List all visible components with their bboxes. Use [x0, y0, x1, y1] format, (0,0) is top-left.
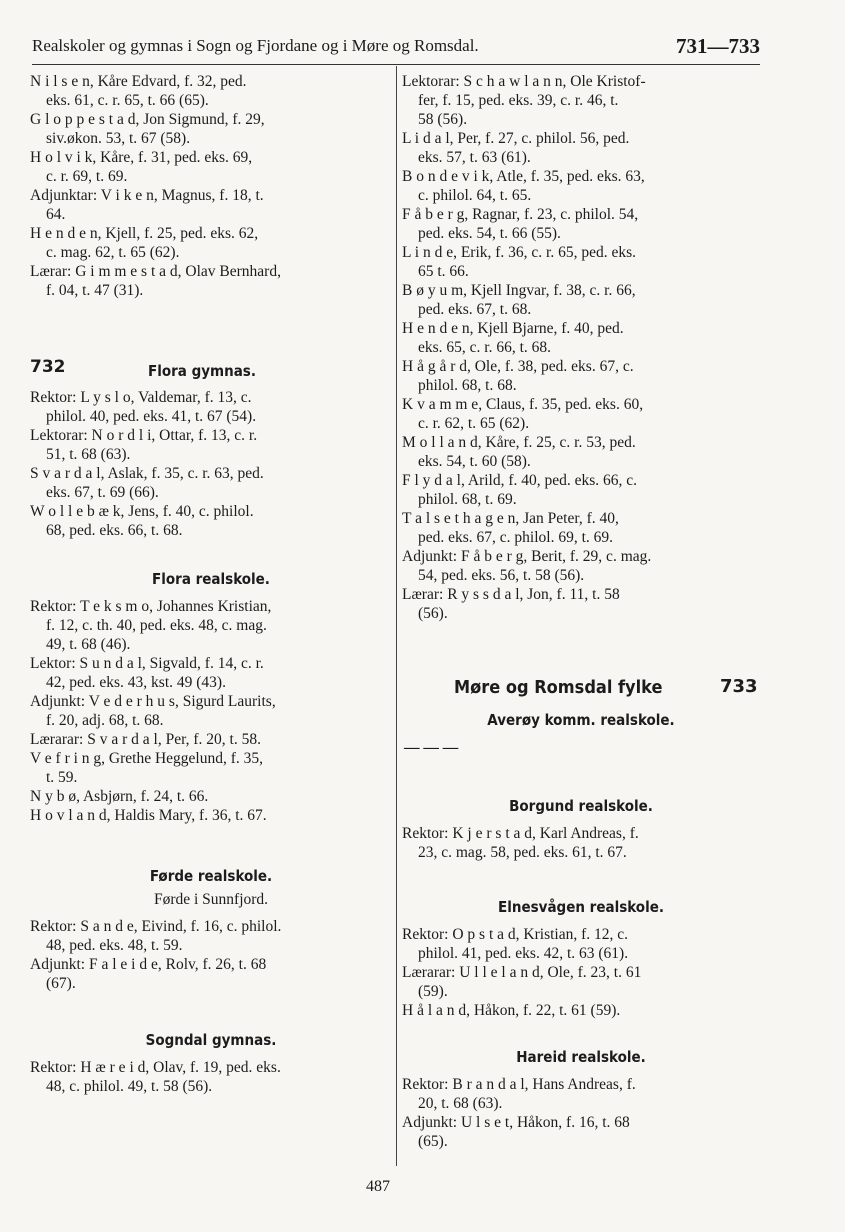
- staff-entry: [402, 395, 760, 433]
- staff-entry: [30, 110, 392, 148]
- staff-entry: [402, 471, 760, 509]
- region-heading: [402, 677, 760, 701]
- staff-entry: [402, 72, 760, 129]
- entry-line: 64.: [46, 206, 66, 223]
- entry-line: Lærarar: S v a r d a l, Per, f. 20, t. 58.: [30, 731, 261, 748]
- region-title: Møre og Romsdal fylke: [454, 677, 663, 698]
- entry-line: philol. 41, ped. eks. 42, t. 63 (61).: [418, 945, 629, 962]
- continuation-list: [402, 72, 760, 129]
- entry-line: ped. eks. 54, t. 66 (55).: [418, 225, 561, 242]
- entry-line: f. 04, t. 47 (31).: [46, 282, 144, 299]
- entry-line: N i l s e n, Kåre Edvard, f. 32, ped.: [30, 73, 247, 90]
- entry-line: (65).: [418, 1133, 448, 1150]
- entry-line: H e n d e n, Kjell, f. 25, ped. eks. 62,: [30, 225, 259, 242]
- entry-line: Rektor: K j e r s t a d, Karl Andreas, f.: [402, 825, 639, 842]
- entry-line: t. 59.: [46, 769, 78, 786]
- entry-line: M o l l a n d, Kåre, f. 25, c. r. 53, ped.: [402, 434, 636, 451]
- staff-entry: [30, 186, 392, 224]
- school-title: Flora realskole.: [152, 570, 270, 588]
- staff-list: [30, 1058, 392, 1096]
- entry-line: T a l s e t h a g e n, Jan Peter, f. 40,: [402, 510, 619, 527]
- staff-entry: [30, 224, 392, 262]
- entry-line: (67).: [46, 975, 76, 992]
- entry-line: Adjunktar: V i k e n, Magnus, f. 18, t.: [30, 187, 264, 204]
- entry-line: Adjunkt: V e d e r h u s, Sigurd Laurits,: [30, 693, 276, 710]
- staff-entry: [30, 262, 392, 300]
- entry-line: 65 t. 66.: [418, 263, 469, 280]
- page-number: 487: [366, 1178, 390, 1195]
- continuation-list: [30, 72, 392, 300]
- header-range: 731—733: [676, 34, 760, 58]
- entry-line: ped. eks. 67, t. 68.: [418, 301, 532, 318]
- right-column: [402, 72, 760, 1151]
- staff-entry: [30, 917, 392, 955]
- staff-entry: [402, 357, 760, 395]
- entry-line: Rektor: B r a n d a l, Hans Andreas, f.: [402, 1076, 636, 1093]
- entry-line: Lektorar: S c h a w l a n n, Ole Kristof-: [402, 73, 646, 90]
- left-column: [30, 72, 392, 1096]
- section-number: 733: [720, 676, 758, 697]
- staff-entry: [402, 585, 760, 623]
- staff-list: [402, 925, 760, 1020]
- entry-line: Rektor: O p s t a d, Kristian, f. 12, c.: [402, 926, 629, 943]
- staff-entry: [402, 1113, 760, 1151]
- staff-entry: [30, 597, 392, 654]
- entry-line: c. philol. 64, t. 65.: [418, 187, 532, 204]
- entry-line: 49, t. 68 (46).: [46, 636, 131, 653]
- staff-entry: [30, 654, 392, 692]
- staff-entry: [30, 388, 392, 426]
- staff-list: [30, 917, 392, 993]
- entry-line: H å g å r d, Ole, f. 38, ped. eks. 67, c.: [402, 358, 634, 375]
- entry-line: Rektor: T e k s m o, Johannes Kristian,: [30, 598, 272, 615]
- entry-line: (56).: [418, 605, 448, 622]
- entry-line: Adjunkt: F å b e r g, Berit, f. 29, c. mag.: [402, 548, 652, 565]
- entry-line: H e n d e n, Kjell Bjarne, f. 40, ped.: [402, 320, 624, 337]
- entry-line: Rektor: L y s l o, Valdemar, f. 13, c.: [30, 389, 252, 406]
- entry-line: c. r. 69, t. 69.: [46, 168, 128, 185]
- entry-line: 42, ped. eks. 43, kst. 49 (43).: [46, 674, 226, 691]
- staff-entry: [30, 502, 392, 540]
- entry-line: 58 (56).: [418, 111, 468, 128]
- entry-line: F å b e r g, Ragnar, f. 23, c. philol. 54,: [402, 206, 639, 223]
- staff-entry: [402, 824, 760, 862]
- entry-line: 23, c. mag. 58, ped. eks. 61, t. 67.: [418, 844, 627, 861]
- entry-line: (59).: [418, 983, 448, 1000]
- entry-line: N y b ø, Asbjørn, f. 24, t. 66.: [30, 788, 209, 805]
- entry-line: H å l a n d, Håkon, f. 22, t. 61 (59).: [402, 1002, 621, 1019]
- entry-line: 68, ped. eks. 66, t. 68.: [46, 522, 183, 539]
- entry-line: W o l l e b æ k, Jens, f. 40, c. philol.: [30, 503, 254, 520]
- staff-entry: [402, 243, 760, 281]
- entry-line: f. 20, adj. 68, t. 68.: [46, 712, 164, 729]
- school-title: Borgund realskole.: [509, 797, 653, 815]
- entry-line: Lærar: R y s s d a l, Jon, f. 11, t. 58: [402, 586, 620, 603]
- entry-line: Rektor: H æ r e i d, Olav, f. 19, ped. eks.: [30, 1059, 281, 1076]
- school-title: Averøy komm. realskole.: [487, 711, 675, 729]
- entry-line: 48, ped. eks. 48, t. 59.: [46, 937, 183, 954]
- entry-line: f. 12, c. th. 40, ped. eks. 48, c. mag.: [46, 617, 267, 634]
- entry-line: eks. 54, t. 60 (58).: [418, 453, 531, 470]
- entry-line: L i n d e, Erik, f. 36, c. r. 65, ped. eks.: [402, 244, 637, 261]
- entry-line: B o n d e v i k, Atle, f. 35, ped. eks. 63,: [402, 168, 645, 185]
- entry-line: Lektor: S u n d a l, Sigvald, f. 14, c. r.: [30, 655, 264, 672]
- entry-line: F l y d a l, Arild, f. 40, ped. eks. 66, c.: [402, 472, 638, 489]
- staff-entry: [30, 955, 392, 993]
- staff-list: [402, 824, 760, 862]
- staff-entry: [402, 167, 760, 205]
- header-title: Realskoler og gymnas i Sogn og Fjordane og i Møre og Romsdal.: [32, 36, 479, 55]
- staff-entry: [402, 547, 760, 585]
- header-rule: [32, 64, 760, 65]
- staff-entry: [402, 509, 760, 547]
- entry-line: V e f r i n g, Grethe Heggelund, f. 35,: [30, 750, 264, 767]
- school-title: Førde realskole.: [149, 867, 273, 885]
- staff-entry: [30, 692, 392, 730]
- entry-line: H o l v i k, Kåre, f. 31, ped. eks. 69,: [30, 149, 253, 166]
- entry-line: Rektor: S a n d e, Eivind, f. 16, c. philol.: [30, 918, 282, 935]
- staff-entry: [402, 319, 760, 357]
- staff-list: [402, 1075, 760, 1151]
- continuation-list: [402, 129, 760, 623]
- staff-entry: [30, 464, 392, 502]
- section-heading: [30, 358, 392, 380]
- entry-line: 20, t. 68 (63).: [418, 1095, 503, 1112]
- staff-list: [30, 388, 392, 540]
- entry-line: ped. eks. 67, c. philol. 69, t. 69.: [418, 529, 614, 546]
- entry-line: 51, t. 68 (63).: [46, 446, 131, 463]
- entry-line: L i d a l, Per, f. 27, c. philol. 56, ped.: [402, 130, 630, 147]
- staff-entry: [402, 205, 760, 243]
- staff-entry: [30, 730, 392, 749]
- entry-line: Adjunkt: F a l e i d e, Rolv, f. 26, t. 68: [30, 956, 267, 973]
- entry-line: Lærarar: U l l e l a n d, Ole, f. 23, t. 61: [402, 964, 642, 981]
- entry-line: H o v l a n d, Haldis Mary, f. 36, t. 67.: [30, 807, 267, 824]
- school-title: Hareid realskole.: [516, 1048, 646, 1066]
- staff-entry: [30, 72, 392, 110]
- entry-line: eks. 61, c. r. 65, t. 66 (65).: [46, 92, 209, 109]
- staff-list: [30, 597, 392, 825]
- entry-line: philol. 40, ped. eks. 41, t. 67 (54).: [46, 408, 257, 425]
- empty-entry-dashes: — — —: [404, 739, 459, 756]
- entry-line: c. mag. 62, t. 65 (62).: [46, 244, 180, 261]
- entry-line: G l o p p e s t a d, Jon Sigmund, f. 29,: [30, 111, 265, 128]
- staff-entry: [402, 433, 760, 471]
- entry-line: B ø y u m, Kjell Ingvar, f. 38, c. r. 66,: [402, 282, 636, 299]
- staff-entry: [30, 806, 392, 825]
- entry-line: Adjunkt: U l s e t, Håkon, f. 16, t. 68: [402, 1114, 630, 1131]
- entry-line: eks. 67, t. 69 (66).: [46, 484, 159, 501]
- staff-entry: [402, 281, 760, 319]
- staff-entry: [402, 1075, 760, 1113]
- staff-entry: [30, 148, 392, 186]
- staff-entry: [30, 1058, 392, 1096]
- staff-entry: [402, 129, 760, 167]
- entry-line: K v a m m e, Claus, f. 35, ped. eks. 60,: [402, 396, 644, 413]
- entry-line: 48, c. philol. 49, t. 58 (56).: [46, 1078, 213, 1095]
- school-subtitle: Førde i Sunnfjord.: [153, 891, 269, 908]
- entry-line: Lærar: G i m m e s t a d, Olav Bernhard,: [30, 263, 281, 280]
- staff-entry: [402, 1001, 760, 1020]
- staff-entry: [402, 963, 760, 1001]
- school-title: Sogndal gymnas.: [145, 1031, 277, 1049]
- school-title: Elnesvågen realskole.: [498, 898, 664, 916]
- entry-line: S v a r d a l, Aslak, f. 35, c. r. 63, ped.: [30, 465, 264, 482]
- entry-line: c. r. 62, t. 65 (62).: [418, 415, 530, 432]
- staff-entry: [402, 925, 760, 963]
- staff-entry: [30, 426, 392, 464]
- column-divider: [396, 66, 397, 1166]
- entry-line: 54, ped. eks. 56, t. 58 (56).: [418, 567, 585, 584]
- staff-entry: [30, 749, 392, 787]
- section-number: 732: [30, 357, 66, 377]
- entry-line: eks. 57, t. 63 (61).: [418, 149, 531, 166]
- entry-line: siv.økon. 53, t. 67 (58).: [46, 130, 191, 147]
- entry-line: Lektorar: N o r d l i, Ottar, f. 13, c. r.: [30, 427, 258, 444]
- school-title: Flora gymnas.: [148, 362, 256, 380]
- entry-line: philol. 68, t. 69.: [418, 491, 517, 508]
- entry-line: eks. 65, c. r. 66, t. 68.: [418, 339, 552, 356]
- staff-entry: [30, 787, 392, 806]
- entry-line: fer, f. 15, ped. eks. 39, c. r. 46, t.: [418, 92, 619, 109]
- entry-line: philol. 68, t. 68.: [418, 377, 517, 394]
